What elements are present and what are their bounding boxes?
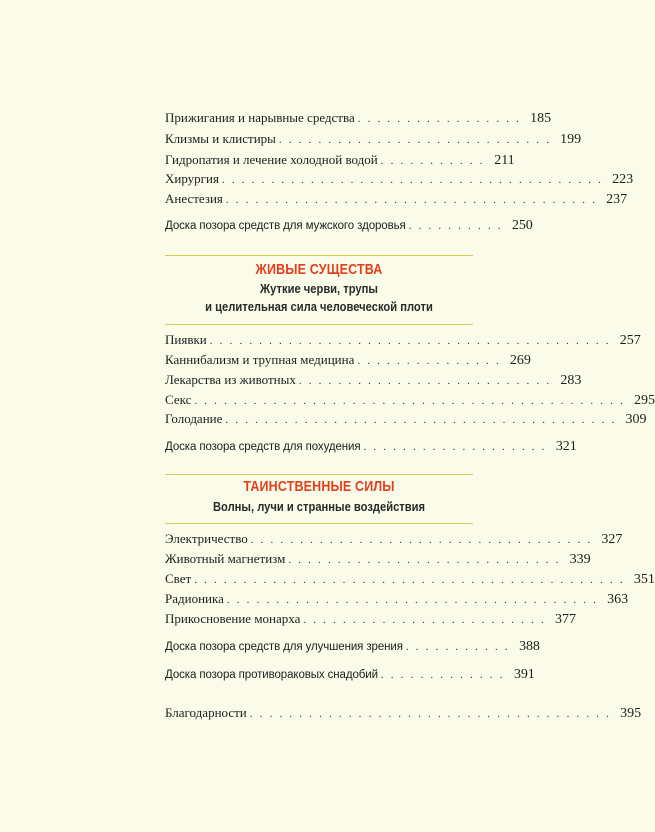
entry-title: Голодание	[165, 411, 223, 426]
toc-entry[interactable]	[165, 591, 629, 608]
entry-page-number: 185	[530, 111, 552, 126]
toc-entry[interactable]	[165, 551, 591, 568]
entry-page-number: 223	[612, 172, 634, 187]
entry-page-number: 257	[619, 333, 641, 348]
leader-dots: . . . . . . . . . . . . . . . . . . . . . . . . . . . . . . . . . . . . . .	[225, 194, 598, 206]
section-subtitle: Жуткие черви, трупы	[260, 281, 378, 296]
toc-entry[interactable]	[165, 372, 582, 389]
section-divider	[165, 474, 473, 475]
entry-page-number: 199	[560, 132, 582, 147]
leader-dots: . . . . . . . . . . . . . . . . . . . . . . . . . . . . . . . . . . . . . . . . .	[209, 335, 611, 347]
section-divider	[165, 255, 473, 256]
leader-dots: . . . . . . . . . . . . . . . . . . . . . . . . . . . . . . . . . . .	[250, 534, 593, 546]
entry-page-number: 250	[511, 218, 533, 233]
section-divider	[165, 523, 473, 524]
entry-page-number: 211	[494, 153, 515, 168]
leader-dots: . . . . . . . . . . .	[380, 155, 485, 167]
toc-entry[interactable]	[165, 171, 634, 188]
entry-page-number: 283	[560, 373, 582, 388]
toc-entry[interactable]	[165, 392, 655, 409]
entry-title: Свет	[165, 571, 192, 586]
toc-entry-acknowledgements[interactable]	[165, 705, 642, 722]
toc-entry[interactable]	[165, 352, 531, 369]
entry-page-number: 269	[509, 353, 531, 368]
section-subtitle: Волны, лучи и странные воздействия	[212, 499, 426, 514]
leader-dots: . . . . . . . . . . . . .	[380, 669, 505, 681]
toc-entry[interactable]	[165, 531, 623, 548]
toc-entry[interactable]	[165, 611, 576, 628]
section-title: ТАИНСТВЕННЫЕ СИЛЫ	[243, 479, 395, 495]
toc-entry-board[interactable]	[165, 439, 577, 455]
entry-page-number: 309	[625, 412, 647, 427]
leader-dots: . . . . . . . . . . .	[405, 641, 510, 653]
entry-title: Лекарства из животных	[165, 372, 296, 387]
leader-dots: . . . . . . . . . . . . . . .	[357, 355, 501, 367]
leader-dots: . . . . . . . . . . . . . . . . . . . . . . . . . . . . . . . . . . . . . .	[226, 594, 599, 606]
entry-page-number: 391	[513, 667, 535, 682]
entry-title: Хирургия	[165, 171, 219, 186]
entry-title: Благодарности	[165, 705, 247, 720]
leader-dots: . . . . . . . . . . . . . . . . . . . . . . . . . . . . . . . . . . . . . . . . . . . .	[194, 574, 625, 586]
entry-title: Электричество	[165, 531, 248, 546]
entry-page-number: 395	[620, 706, 642, 721]
leader-dots: . . . . . . . . . .	[408, 220, 503, 232]
leader-dots: . . . . . . . . . . . . . . . . . . . . . . . . . . . . . . . . . . . . .	[249, 708, 612, 720]
section-divider	[165, 324, 473, 325]
entry-page-number: 363	[607, 592, 629, 607]
entry-title: Клизмы и клистиры	[165, 131, 276, 146]
toc-entry-board[interactable]	[165, 218, 533, 234]
section-title: ЖИВЫЕ СУЩЕСТВА	[255, 262, 383, 278]
toc-entry-board[interactable]	[165, 639, 540, 655]
leader-dots: . . . . . . . . . . . . . . . . . . . . . . . . . . . . . . . . . . . . . . . . . . . .	[194, 395, 626, 407]
toc-column	[165, 0, 655, 832]
entry-title: Доска позора средств для улучшения зрения	[165, 641, 403, 653]
entry-title: Каннибализм и трупная медицина	[165, 352, 355, 367]
entry-page-number: 327	[601, 532, 623, 547]
entry-title: Гидропатия и лечение холодной водой	[165, 152, 378, 167]
toc-entry-board[interactable]	[165, 667, 535, 683]
leader-dots: . . . . . . . . . . . . . . . . . . . . . . . . . . . .	[278, 134, 552, 146]
leader-dots: . . . . . . . . . . . . . . . . . . . . . . . . . .	[298, 375, 552, 387]
entry-title: Прикосновение монарха	[165, 611, 301, 626]
toc-entry[interactable]	[165, 131, 582, 148]
entry-title: Прижигания и нарывные средства	[165, 110, 355, 125]
entry-title: Животный магнетизм	[165, 551, 286, 566]
entry-page-number: 339	[569, 552, 591, 567]
entry-title: Пиявки	[165, 332, 207, 347]
entry-title: Доска позора средств для похудения	[165, 441, 361, 453]
entry-page-number: 377	[554, 612, 576, 627]
leader-dots: . . . . . . . . . . . . . . . . . . . . . . . . .	[303, 614, 546, 626]
entry-title: Анестезия	[165, 191, 223, 206]
toc-entry[interactable]	[165, 411, 647, 428]
leader-dots: . . . . . . . . . . . . . . . . . . . . . . . . . . . . . . . . . . . . . . .	[221, 174, 604, 186]
leader-dots: . . . . . . . . . . . . . . . . .	[357, 113, 522, 125]
entry-page-number: 321	[555, 439, 577, 454]
toc-entry[interactable]	[165, 191, 628, 208]
leader-dots: . . . . . . . . . . . . . . . . . . .	[363, 441, 547, 453]
section-subtitle: и целительная сила человеческой плоти	[205, 299, 433, 314]
toc-entry[interactable]	[165, 571, 655, 588]
toc-entry[interactable]	[165, 110, 552, 127]
leader-dots: . . . . . . . . . . . . . . . . . . . . . . . . . . . .	[288, 554, 561, 566]
entry-title: Доска позора противораковых снадобий	[165, 669, 378, 681]
toc-entry[interactable]	[165, 332, 641, 349]
entry-page-number: 388	[519, 639, 540, 654]
entry-title: Радионика	[165, 591, 224, 606]
entry-page-number: 351	[633, 572, 655, 587]
toc-entry[interactable]	[165, 152, 515, 169]
entry-title: Доска позора средств для мужского здоровья	[165, 220, 406, 232]
leader-dots: . . . . . . . . . . . . . . . . . . . . . . . . . . . . . . . . . . . . . . . .	[225, 414, 617, 426]
entry-page-number: 237	[606, 192, 628, 207]
entry-title: Секс	[165, 392, 192, 407]
entry-page-number: 295	[634, 393, 655, 408]
